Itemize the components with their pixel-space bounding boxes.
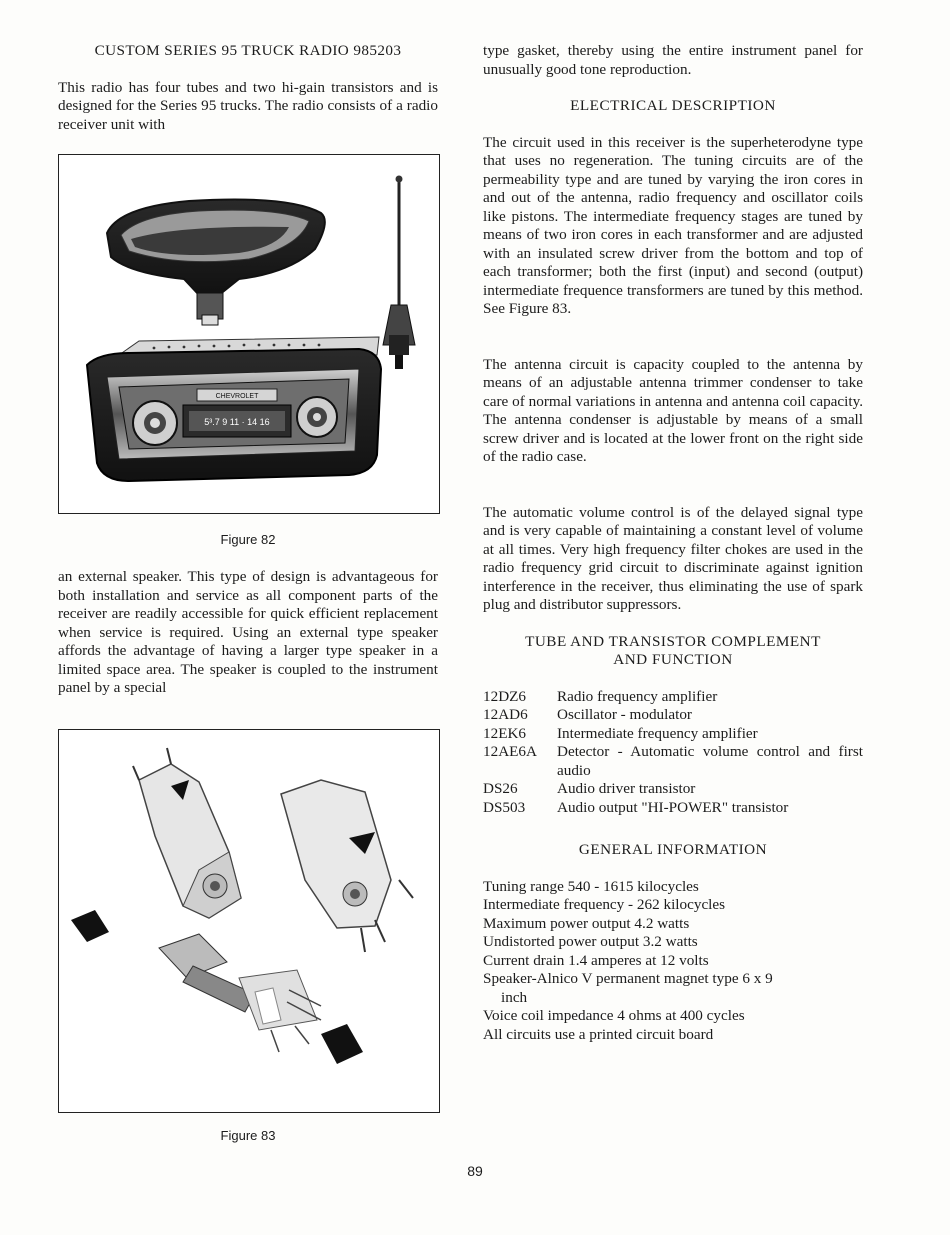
avc-paragraph: The automatic volume control is of the delayed signal type and is very capable of maintaining a constant level of volume at all times. Very high frequency filter chokes are used in the radio frequency grid circuit to discriminate against ignition interference in the receiver, thus eliminating the use of spark plug and distributor suppressors. (483, 503, 863, 613)
list-item: All circuits use a printed circuit board (483, 1025, 714, 1043)
tube-function: Radio frequency amplifier (557, 687, 718, 705)
iron-core-icon (321, 1024, 363, 1064)
list-item: Maximum power output 4.2 watts (483, 914, 690, 932)
list-item: Tuning range 540 - 1615 kilocycles (483, 877, 699, 895)
table-row (483, 799, 863, 818)
page-number: 89 (467, 1163, 483, 1179)
intro-paragraph: This radio has four tubes and two hi-gain transistors and is designed for the Series 95 trucks. The radio consists of a radio receiver unit with (58, 78, 438, 133)
electrical-description-heading: ELECTRICAL DESCRIPTION (570, 97, 776, 114)
tube-function: Audio output "HI-POWER" transistor (557, 798, 789, 816)
list-item: Current drain 1.4 amperes at 12 volts (483, 951, 709, 969)
tube-function: Oscillator - modulator (557, 706, 692, 723)
table-row (483, 706, 863, 725)
right-column (483, 42, 863, 1044)
tube-heading-line-2: AND FUNCTION (613, 651, 733, 668)
tube-code: 12EK6 (483, 724, 527, 742)
tube-heading-line-1: TUBE AND TRANSISTOR COMPLEMENT (525, 632, 821, 650)
tube-code: DS26 (483, 780, 518, 797)
list-item: Voice coil impedance 4 ohms at 400 cycles (483, 1007, 745, 1024)
table-row (483, 688, 863, 707)
gasket-paragraph: type gasket, thereby using the entire instrument panel for unusually good tone reproduction. (483, 42, 863, 78)
general-information-heading: GENERAL INFORMATION (578, 841, 768, 858)
table-row (483, 780, 863, 799)
tube-code: 12AE6A (483, 743, 537, 760)
figure-82-radio-photo (58, 154, 440, 514)
tube-code: 12AD6 (483, 706, 528, 723)
iron-core-icon (71, 910, 109, 942)
table-row (483, 743, 863, 780)
dial-brand: CHEVROLET (215, 393, 259, 400)
circuit-paragraph: The circuit used in this receiver is the superheterodyne type that uses no regeneration. The tuning circuits are of the permeability type and are tuned by varying the iron cores in and out of the antenna, radio frequency and oscillator coils like pistons. The intermediate frequency stages are tuned by means of two iron cores in each transformer and are adjusted with an insulated screw driver from the bottom and top of each transformer; both the first (input) and second (output) intermediate frequence transformers are tuned by this method. See Figure 83. (483, 133, 863, 317)
tube-function: Audio driver transistor (557, 780, 696, 797)
list-item: Undistorted power output 3.2 watts (483, 933, 698, 950)
speaker-paragraph: an external speaker. This type of design is advantageous for both installation and service as all component parts of the receiver are readily accessible for quick efficient replacement when service is required. Using an external type speaker affords the advantage of having a larger type speaker in a limited space area. The speaker is coupled to the instrument panel by a special (58, 568, 438, 696)
antenna-paragraph: The antenna circuit is capacity coupled to the antenna by means of an adjustable antenna trimmer condenser to take care of normal variations in antenna and antenna coil capacity. The antenna condenser is adjustable by means of a small screw driver and is located at the lower front on the right side of the radio case. (483, 355, 863, 465)
tube-code: 12DZ6 (483, 687, 527, 705)
tube-function: Detector - Automatic volume control and first audio (557, 743, 863, 779)
tube-table (483, 688, 863, 818)
list-item: Speaker-Alnico V permanent magnet type 6 x 9 (483, 970, 773, 987)
figure-83-caption: Figure 83 (220, 1128, 276, 1143)
general-information-list (483, 878, 863, 1045)
left-column (58, 42, 438, 134)
list-item: Intermediate frequency - 262 kilocycles (483, 896, 726, 913)
list-item: inch (501, 988, 528, 1006)
dial-scale: 5³.7 9 11 · 14 16 (204, 417, 270, 427)
tube-complement-heading (483, 633, 863, 670)
figure-82-caption: Figure 82 (220, 532, 276, 547)
left-column-continued (58, 568, 438, 698)
tube-code: DS503 (483, 798, 526, 816)
figure-83-transformer-photo (58, 729, 440, 1113)
page-title: CUSTOM SERIES 95 TRUCK RADIO 985203 (94, 42, 402, 59)
tube-function: Intermediate frequency amplifier (557, 724, 758, 742)
table-row (483, 725, 863, 744)
